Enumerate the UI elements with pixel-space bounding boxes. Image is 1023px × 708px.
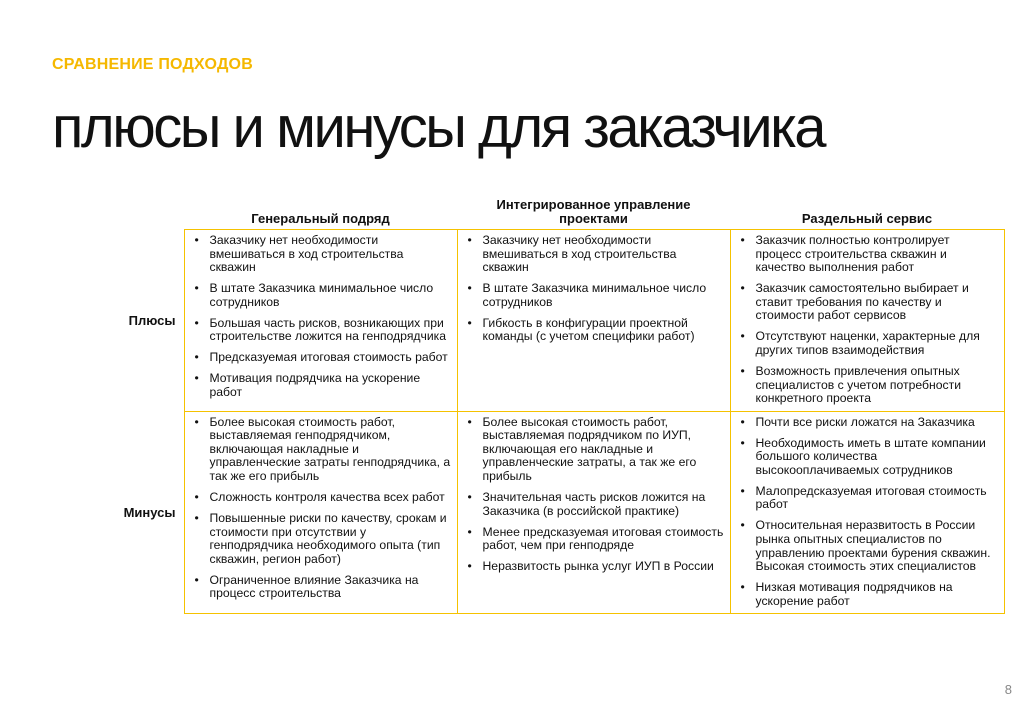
list-item: [737, 416, 998, 430]
bullet-icon: •: [740, 281, 745, 296]
list-item: [191, 234, 451, 275]
bullet-list: [464, 234, 724, 344]
cell-cons-integrated-management: [457, 411, 730, 614]
column-header-separate-service: Раздельный сервис: [801, 211, 933, 226]
list-item: [191, 491, 451, 505]
bullet-icon: •: [194, 315, 199, 330]
list-item: [737, 234, 998, 275]
bullet-icon: •: [194, 350, 199, 365]
list-item-text: Заказчик самостоятельно выбирает и ставит требования по качеству и стоимости работ сервисов: [755, 281, 969, 323]
cell-pros-integrated-management: [457, 230, 730, 412]
bullet-icon: •: [740, 580, 745, 595]
list-item-text: Неразвитость рынка услуг ИУП в России: [482, 559, 714, 574]
bullet-icon: •: [740, 483, 745, 498]
list-item-text: В штате Заказчика минимальное число сотрудников: [482, 281, 707, 309]
bullet-icon: •: [467, 281, 472, 296]
list-item: [191, 574, 451, 601]
bullet-list: [737, 234, 998, 406]
list-item: [191, 282, 451, 309]
table-row-pros: [90, 230, 1004, 412]
list-item-text: Мотивация подрядчика на ускорение работ: [209, 371, 421, 399]
list-item-text: Менее предсказуемая итоговая стоимость работ, чем при генподряде: [482, 524, 724, 553]
list-item-text: Заказчику нет необходимости вмешиваться в ход строительства скважин: [209, 233, 404, 275]
list-item: [191, 317, 451, 344]
bullet-icon: •: [467, 559, 472, 574]
bullet-icon: •: [194, 490, 199, 505]
list-item: [191, 416, 451, 484]
list-item: [191, 512, 451, 566]
list-item-text: Малопредсказуемая итоговая стоимость работ: [755, 483, 987, 512]
list-item: [464, 560, 724, 574]
list-item-text: В штате Заказчика минимальное число сотрудников: [209, 281, 434, 309]
list-item: [464, 317, 724, 344]
list-item: [464, 526, 724, 553]
list-item: [737, 437, 998, 478]
list-item: [464, 491, 724, 518]
bullet-list: [191, 416, 451, 601]
column-header-integrated-management: Интегрированное управление проектами: [496, 197, 691, 226]
list-item-text: Возможность привлечения опытных специалистов с учетом потребности конкретного проекта: [755, 363, 962, 406]
bullet-icon: •: [194, 572, 199, 587]
bullet-list: [737, 416, 998, 609]
bullet-icon: •: [194, 414, 199, 429]
bullet-icon: •: [740, 414, 745, 429]
bullet-icon: •: [740, 518, 745, 533]
list-item: [737, 330, 998, 357]
list-item: [191, 351, 451, 365]
bullet-icon: •: [740, 329, 745, 344]
cell-cons-separate-service: [730, 411, 1004, 614]
list-item-text: Предсказуемая итоговая стоимость работ: [209, 350, 448, 365]
bullet-icon: •: [467, 233, 472, 247]
table-header-row: [90, 192, 1004, 230]
page-number: 8: [1004, 682, 1012, 697]
bullet-icon: •: [467, 490, 472, 505]
list-item-text: Ограниченное влияние Заказчика на процесс строительства: [209, 572, 419, 601]
list-item: [191, 372, 451, 399]
list-item-text: Заказчик полностью контролирует процесс строительства скважин и качество выполнения работ: [755, 233, 950, 275]
row-label-pros: Плюсы: [128, 312, 176, 328]
bullet-list: [464, 416, 724, 574]
cell-pros-general-contract: [184, 230, 457, 412]
list-item-text: Большая часть рисков, возникающих при строительстве ложится на генподрядчика: [209, 315, 447, 344]
table-corner: [90, 192, 184, 230]
bullet-icon: •: [740, 363, 745, 378]
bullet-icon: •: [194, 511, 199, 526]
cell-pros-separate-service: [730, 230, 1004, 412]
table-row-cons: [90, 411, 1004, 614]
bullet-icon: •: [467, 315, 472, 330]
list-item-text: Более высокая стоимость работ, выставляемая генподрядчиком, включающая накладные и управленческие затраты генподрядчика, а так же его прибыль: [209, 414, 451, 484]
bullet-icon: •: [467, 414, 472, 429]
list-item: [464, 416, 724, 484]
row-label-cons: Минусы: [123, 505, 176, 521]
list-item: [737, 365, 998, 406]
list-item: [464, 282, 724, 309]
list-item-text: Почти все риски ложатся на Заказчика: [755, 414, 975, 429]
page-title: плюсы и минусы для заказчика: [52, 95, 825, 160]
bullet-list: [191, 234, 451, 400]
comparison-table: [90, 192, 1005, 614]
bullet-icon: •: [740, 435, 745, 450]
list-item-text: Необходимость иметь в штате компании большого количества высокооплачиваемых сотрудников: [755, 435, 986, 477]
list-item: [737, 282, 998, 323]
bullet-icon: •: [194, 281, 199, 296]
bullet-icon: •: [467, 524, 472, 539]
section-subtitle: СРАВНЕНИЕ ПОДХОДОВ: [52, 56, 253, 73]
list-item: [464, 234, 724, 275]
bullet-icon: •: [740, 233, 745, 247]
list-item-text: Отсутствуют наценки, характерные для других типов взаимодействия: [755, 329, 980, 357]
cell-cons-general-contract: [184, 411, 457, 614]
list-item: [737, 519, 998, 573]
list-item-text: Низкая мотивация подрядчиков на ускорение работ: [755, 580, 953, 608]
list-item-text: Относительная неразвитость в России рынка опытных специалистов по управлению проектами бурения скважин. Высокая стоимость этих специалистов: [755, 518, 991, 574]
list-item-text: Заказчику нет необходимости вмешиваться в ход строительства скважин: [482, 233, 677, 275]
list-item: [737, 485, 998, 512]
list-item-text: Значительная часть рисков ложится на Заказчика (в российской практике): [482, 490, 706, 518]
bullet-icon: •: [194, 371, 199, 386]
list-item: [737, 581, 998, 608]
list-item-text: Гибкость в конфигурации проектной команды (с учетом специфики работ): [482, 315, 695, 344]
list-item-text: Более высокая стоимость работ, выставляемая подрядчиком по ИУП, включающая его накладные и управленческие затраты, а так же его прибыль: [482, 414, 697, 484]
bullet-icon: •: [194, 233, 199, 247]
list-item-text: Сложность контроля качества всех работ: [209, 490, 445, 505]
column-header-general-contract: Генеральный подряд: [251, 211, 390, 226]
list-item-text: Повышенные риски по качеству, срокам и стоимости при отсутствии у генподрядчика необходимого опыта (тип скважин, регион работ): [209, 511, 447, 566]
